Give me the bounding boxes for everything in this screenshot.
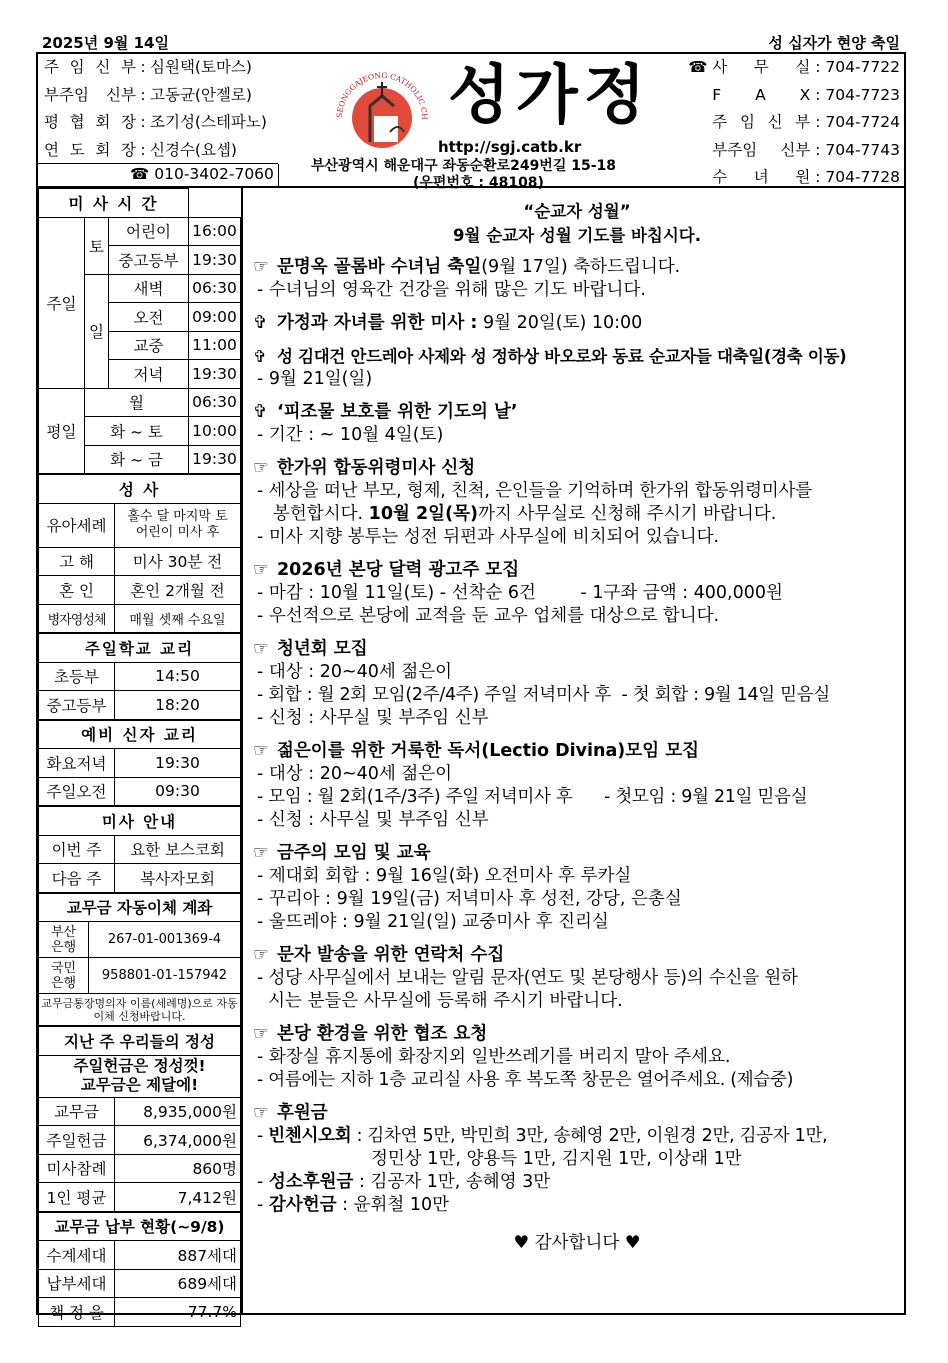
contact-list (688, 54, 900, 192)
top-line (38, 30, 904, 52)
header (36, 52, 906, 191)
announcement-item: ☞ 본당 환경을 위한 협조 요청 - 화장실 휴지통에 화장지외 일반쓰레기를 버리지 말아 주세요. - 여름에는 지하 1층 교리실 사용 후 복도쪽 창문은 열어주세요. (제습중) (253, 1024, 794, 1090)
mass-schedule-table: 미 사 시 간 주일 토 어린이 16:00 중고등부 19:30 일 새벽 06:30 오전 09:00 교중 11:00 저녁 19:30 평일 월 06:30 화 ~ 토 10:00 화 ~ 금 19:30 (38, 188, 241, 474)
sacrament-table: 성 사 유아세례 홀수 달 마지막 토 어린이 미사 후 고 해 미사 30분 전 혼 인 혼인 2개월 전 병자영성체 매월 셋째 수요일 (38, 474, 241, 633)
announcement-item: ☞ 한가위 합동위령미사 신청 - 세상을 떠난 부모, 형제, 친척, 은인들을 기억하며 한가위 합동위령미사를 봉헌합시다. 10월 2일(목)까지 사무실로 신청해 주시기 바랍니다. - 미사 지향 봉투는 성전 뒤편과 사무실에 비치되어 있습니다. (253, 458, 812, 547)
catechumen-table: 예비 신자 교리 화요저녁 19:30 주일오전 09:30 (38, 720, 241, 807)
announcement-item: ☞ 금주의 모임 및 교육 - 제대회 회합 : 9월 16일(화) 오전미사 후 루카실 - 꾸리아 : 9월 19일(금) 저녁미사 후 성전, 강당, 은총실 - 울뜨레야 : 9월 21일(일) 교중미사 후 진리실 (253, 843, 682, 932)
liturgical-feast: 성 십자가 현양 축일 (768, 34, 900, 52)
contact-row: ☎ 사 무 실 : 704-7722 (688, 58, 900, 76)
tithe-status-table: 교무금 납부 현황(~9/8) 수계세대 887세대 납부세대 689세대 책 정 율 77.7% (38, 1212, 241, 1327)
issue-date: 2025년 9월 14일 (42, 34, 169, 52)
contact-row: F A X : 704-7723 (712, 85, 900, 104)
logo-text: SEONGGAJEONG CATHOLIC CH (334, 70, 430, 120)
announcement-item: ✞ 성 김대건 안드레아 사제와 성 정하상 바오로와 동료 순교자들 대축일(경축 이동) - 9월 21일(일) (253, 347, 847, 389)
contact-row: 부주임 신부 : 704-7743 (712, 140, 900, 159)
month-prayer: 9월 순교자 성월 기도를 바칩시다. (453, 226, 701, 245)
announcement-item: ☞ 문자 발송을 위한 연락처 수집 - 성당 사무실에서 보내는 알림 문자(연도 및 본당행사 등)의 수신을 원하 시는 분들은 사무실에 등록해 주시기 바랍니다. (253, 945, 798, 1011)
staff-row: 평 협 회 장 : 조기성(스테파노) (44, 113, 267, 131)
month-theme: “순교자 성월” (523, 202, 631, 221)
contact-row: 주 임 신 부 : 704-7724 (712, 113, 900, 131)
staff-row: 주 임 신 부 : 심원택(토마스) (44, 58, 252, 76)
announcement-item: ☞ 청년회 모집 - 대상 : 20~40세 젊은이 - 회합 : 월 2회 모임(2주/4주) 주일 저녁미사 후 - 첫 회합 : 9월 14일 믿음실 - 신청 : 사무실 및 부주임 신부 (253, 639, 830, 728)
president-phone: ☎ 010-3402-7060 (130, 165, 274, 183)
donation-section: ☞ 후원금 - 빈첸시오회 : 김차연 5만, 박민희 3만, 송혜영 2만, 이원경 2만, 김공자 1만, 정민상 1만, 양용득 1만, 김지원 1만, 이상래 1만 - 성소후원금 : 김공자 1만, 송혜영 3만 - 감사헌금 : 윤휘철 10만 (253, 1103, 828, 1215)
left-sidebar (36, 188, 243, 1322)
announcement-item: ☞ 문명옥 골롬바 수녀님 축일(9월 17일) 축하드립니다. - 수녀님의 영육간 건강을 위해 많은 기도 바랍니다. (253, 257, 681, 300)
announcement-item: ☞ 2026년 본당 달력 광고주 모집 - 마감 : 10월 11일(토) - 선착순 6건 - 1구좌 금액 : 400,000원 - 우선적으로 본당에 교적을 둔 교우 업체를 대상으로 합니다. (253, 560, 783, 626)
staff-row: 부주임 신부 : 고동균(안젤로) (44, 85, 252, 104)
church-logo (330, 58, 434, 158)
zip-code: (우편번호 : 48108) (413, 175, 544, 191)
bulletin-title: 성가정 (448, 59, 652, 133)
sunday-school-table: 주일학교 교리 초등부 14:50 중고등부 18:20 (38, 633, 241, 720)
offering-table: 지난 주 우리들의 정성 주일헌금은 정성껏! 교무금은 제달에! 교무금 8,935,000원 주일헌금 6,374,000원 미사참례 860명 1인 평균 7,412원 (38, 1026, 241, 1212)
announcement-item: ☞ 젊은이를 위한 거룩한 독서(Lectio Divina)모임 모집 - 대상 : 20~40세 젊은이 - 모임 : 월 2회(1주/3주) 주일 저녁미사 후 - 첫모임 : 9월 21일 믿음실 - 신청 : 사무실 및 부주임 신부 (253, 741, 808, 830)
announcement-item: ✞ ‘피조물 보호를 위한 기도의 날’ - 기간 : ~ 10월 4일(토) (253, 402, 518, 445)
thanks-message: ♥ 감사합니다 ♥ (513, 1233, 641, 1253)
announcements (243, 188, 906, 1315)
website-link[interactable]: http://sgj.catb.kr (438, 138, 582, 156)
auto-transfer-table: 교무금 자동이체 계좌 부산 은행 267-01-001369-4 국민 은행 958801-01-157942 교무금통장명의자 이름(세례명)으로 자동이체 신청바랍니다. (38, 893, 241, 1027)
staff-list (44, 54, 267, 164)
mass-guide-table: 미사 안내 이번 주 요한 보스코회 다음 주 복사자모회 (38, 806, 241, 893)
contact-row: 수 녀 원 : 704-7728 (712, 168, 900, 186)
announcement-item: ✞ 가정과 자녀를 위한 미사 : 9월 20일(토) 10:00 (253, 313, 643, 333)
address: 부산광역시 해운대구 좌동순환로249번길 15-18 (311, 158, 617, 174)
staff-row: 연 도 회 장 : 신경수(요셉) (44, 140, 237, 159)
